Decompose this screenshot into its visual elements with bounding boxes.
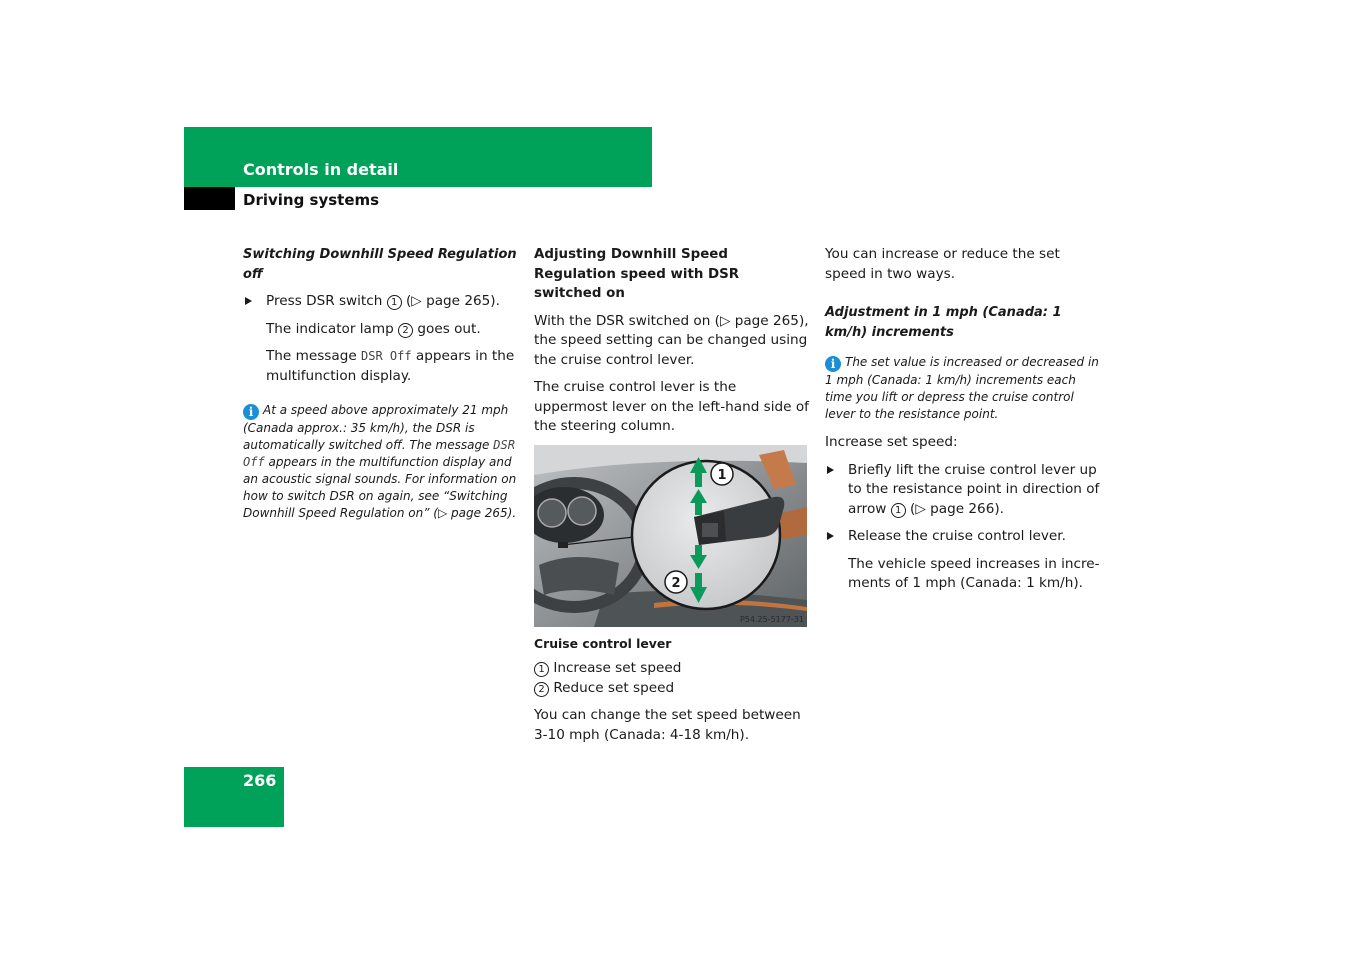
bullet-triangle-icon [245, 297, 252, 305]
legend-text: Reduce set speed [553, 679, 675, 696]
note-text: At a speed above approximately 21 mph (Canada approx.: 35 km/h), the DSR is automatically switched off. The message [243, 403, 509, 452]
line-text-tail: goes out. [413, 320, 481, 337]
bullet-text: Press DSR switch [266, 293, 387, 309]
col2-paragraph-1: With the DSR switched on (▷ page 265), the speed setting can be changed using the cruise control lever. [534, 312, 809, 368]
column-1 [243, 245, 521, 532]
cruise-control-illustration [534, 445, 807, 627]
legend-item-reduce [534, 679, 809, 699]
column-2 [534, 245, 809, 753]
col1-bullet-press-dsr [243, 292, 521, 312]
line-text-tail: appears in the multifunction display. [266, 348, 515, 384]
callout-marker: 1 [891, 503, 906, 518]
bullet-text: Release the cruise control lever. [848, 528, 1066, 544]
col3-result-line: The vehicle speed increases in increments of 1 mph (Canada: 1 km/h). [848, 555, 1100, 591]
figure-caption: Cruise control lever [534, 635, 672, 651]
display-message: DSR Off [361, 349, 412, 363]
col1-message-line [243, 347, 521, 386]
line-text: The indicator lamp [266, 320, 399, 337]
bullet-triangle-icon [827, 466, 834, 474]
col3-info-note [825, 354, 1100, 423]
col1-heading: Switching Downhill Speed Regulation off [243, 247, 517, 282]
column-3 [825, 245, 1100, 602]
col3-bullet-release-lever [825, 527, 1100, 547]
callout-marker: 2 [398, 323, 413, 338]
bullet-text-tail: (▷ page 265). [401, 293, 500, 309]
page-number: 266 [243, 771, 277, 790]
line-text: The message [266, 348, 362, 364]
col1-indicator-line [243, 320, 521, 340]
subsection-title: Driving systems [243, 191, 380, 209]
subsection-marker [184, 187, 235, 210]
figure-code: P54.25-5177-31 [739, 614, 804, 624]
col2-paragraph-3: You can change the set speed between 3-10 mph (Canada: 4-18 km/h). [534, 707, 801, 743]
figure-marker-2: 2 [671, 575, 681, 591]
col2-paragraph-2: The cruise control lever is the uppermost lever on the left-hand side of the steering column. [534, 379, 809, 434]
col2-heading: Adjusting Downhill Speed Regulation speed with DSR switched on [534, 247, 740, 301]
note-text-tail: appears in the multifunction display and an acoustic signal sounds. For information on how to switch DSR on again, see “Switching Downhill Speed Regulation on” (▷ page 265). [243, 455, 517, 520]
bullet-triangle-icon [827, 532, 834, 540]
info-icon: i [243, 404, 259, 420]
col1-info-note [243, 402, 521, 522]
legend-item-increase [534, 659, 809, 679]
display-message: DSR Off [243, 438, 515, 469]
callout-marker: 1 [387, 295, 402, 310]
bullet-text: Briefly lift the cruise control lever up to the resistance point in direction of arrow [848, 461, 1100, 517]
bullet-text-tail: (▷ page 266). [905, 500, 1004, 517]
col3-heading: Adjustment in 1 mph (Canada: 1 km/h) increments [825, 305, 1062, 340]
col3-paragraph-1: You can increase or reduce the set speed in two ways. [825, 246, 1060, 282]
callout-marker: 1 [534, 662, 549, 677]
legend-text: Increase set speed [553, 660, 682, 676]
info-icon: i [825, 356, 841, 372]
col3-paragraph-2: Increase set speed: [825, 434, 958, 450]
callout-marker: 2 [534, 682, 549, 697]
section-title: Controls in detail [243, 160, 399, 179]
cruise-control-figure [534, 445, 807, 627]
note-text: The set value is increased or decreased in 1 mph (Canada: 1 km/h) increments each time you lift or depress the cruise control lever to the resistance point. [825, 355, 1099, 421]
col3-bullet-lift-lever [825, 461, 1100, 520]
figure-marker-1: 1 [717, 467, 727, 483]
